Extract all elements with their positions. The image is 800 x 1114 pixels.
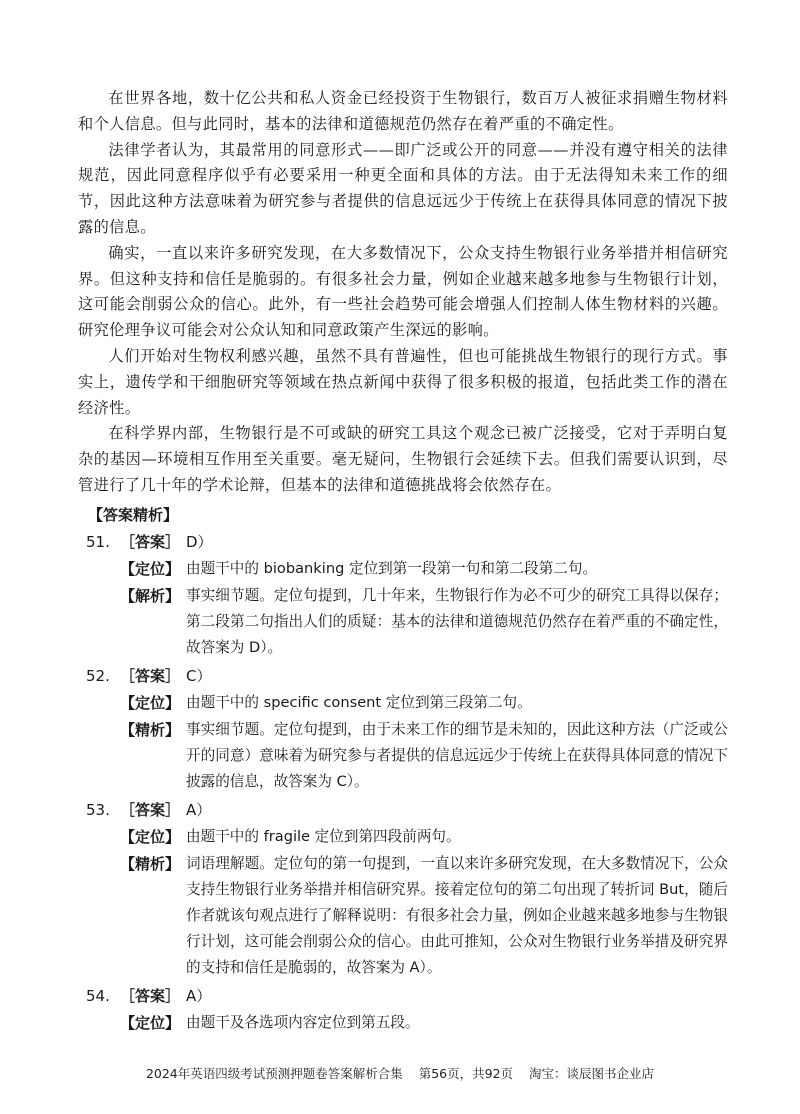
locate-tag: 【定位】 xyxy=(120,694,181,712)
answer-value: D） xyxy=(186,533,213,551)
paragraph: 法律学者认为，其最常用的同意形式——即广泛或公开的同意——并没有遵守相关的法律规范，因此同意程序似乎有必要采用一种更全面和具体的方法。由于无法得知未来工作的细节，因此这种方法意味着为研究参与者提供的信息远远少于传统上在获得具体同意的情况下披露的信息。 xyxy=(78,140,728,236)
locate-row xyxy=(120,690,728,716)
footer-shop: 淘宝：谈辰图书企业店 xyxy=(529,1066,655,1081)
footer-page-number: 第56页，共92页 xyxy=(418,1066,514,1081)
explain-row xyxy=(120,717,728,795)
answer-row xyxy=(86,984,728,1009)
answer-row xyxy=(86,530,728,555)
section-title: 【答案精析】 xyxy=(88,506,179,524)
footer-book-title: 2024年英语四级考试预测押题卷答案解析合集 xyxy=(145,1066,403,1081)
answer-tag: ［答案］ xyxy=(120,987,181,1005)
answer-tag: ［答案］ xyxy=(120,667,181,685)
answer-row xyxy=(86,664,728,689)
explain-text: 词语理解题。定位句的第一句提到，一直以来许多研究发现，在大多数情况下，公众支持生物银行业务举措并相信研究界。接着定位句的第二句出现了转折词 But，随后作者就该句观点进行了解释说明：有很多社会力量，例如企业越来越多地参与生物银行计划，这可能会削弱公众的信心。由此可推知，公众对生物银行业务举措及研究界的支持和信任是脆弱的，故答案为 A）。 xyxy=(186,855,728,976)
passage-translation xyxy=(78,86,728,499)
explain-row xyxy=(120,583,728,661)
question-number: 51. xyxy=(86,533,110,551)
locate-row xyxy=(120,1010,728,1036)
question-block xyxy=(78,984,728,1036)
explain-text: 事实细节题。定位句提到，由于未来工作的细节是未知的，因此这种方法（广泛或公开的同意）意味着为研究参与者提供的信息远远少于传统上在获得具体同意的情况下披露的信息，故答案为 C）。 xyxy=(186,721,728,790)
question-number: 53. xyxy=(86,801,110,819)
question-block xyxy=(78,530,728,661)
explain-tag: 【解析】 xyxy=(120,587,181,605)
question-block xyxy=(78,664,728,795)
explain-tag: 【精析】 xyxy=(120,721,181,739)
answer-tag: ［答案］ xyxy=(120,801,181,819)
paragraph: 确实，一直以来许多研究发现，在大多数情况下，公众支持生物银行业务举措并相信研究界。但这种支持和信任是脆弱的。有很多社会力量，例如企业越来越多地参与生物银行计划，这可能会削弱公众的信心。此外，有一些社会趋势可能会增强人们控制人体生物材料的兴趣。研究伦理争议可能会对公众认知和同意政策产生深远的影响。 xyxy=(78,243,728,340)
question-number: 54. xyxy=(86,987,110,1005)
answer-row xyxy=(86,798,728,823)
answer-value: A） xyxy=(186,801,212,819)
answer-value: C） xyxy=(186,667,212,685)
paragraph: 在科学界内部，生物银行是不可或缺的研究工具这个观念已被广泛接受，它对于弄明白复杂的基因—环境相互作用至关重要。毫无疑问，生物银行会延续下去。但我们需要认识到，尽管进行了几十年的学术论辩，但基本的法律和道德挑战将会依然存在。 xyxy=(78,424,728,494)
locate-row xyxy=(120,556,728,582)
question-block xyxy=(78,798,728,981)
locate-row xyxy=(120,824,728,850)
explain-tag: 【精析】 xyxy=(120,855,181,873)
locate-text: 由题干中的 fragile 定位到第四段前两句。 xyxy=(186,828,461,845)
paragraph: 人们开始对生物权利感兴趣，虽然不具有普遍性，但也可能挑战生物银行的现行方式。事实上，遗传学和干细胞研究等领域在热点新闻中获得了很多积极的报道，包括此类工作的潜在经济性。 xyxy=(78,346,728,417)
answer-analysis xyxy=(78,503,728,1039)
locate-text: 由题干及各选项内容定位到第五段。 xyxy=(186,1014,420,1031)
locate-text: 由题干中的 biobanking 定位到第一段第一句和第二段第二句。 xyxy=(186,560,598,577)
page-footer xyxy=(0,1064,800,1082)
question-number: 52. xyxy=(86,667,110,685)
answer-tag: ［答案］ xyxy=(120,533,181,551)
locate-tag: 【定位】 xyxy=(120,1014,181,1032)
explain-row xyxy=(120,851,728,981)
locate-tag: 【定位】 xyxy=(120,560,181,578)
locate-text: 由题干中的 specific consent 定位到第三段第二句。 xyxy=(186,694,532,711)
explain-text: 事实细节题。定位句提到，几十年来，生物银行作为必不可少的研究工具得以保存；第二段第二句指出人们的质疑：基本的法律和道德规范仍然存在着严重的不确定性，故答案为 D）。 xyxy=(186,587,728,656)
locate-tag: 【定位】 xyxy=(120,828,181,846)
answer-value: A） xyxy=(186,987,212,1005)
paragraph: 在世界各地，数十亿公共和私人资金已经投资于生物银行，数百万人被征求捐赠生物材料和个人信息。但与此同时，基本的法律和道德规范仍然存在着严重的不确定性。 xyxy=(78,89,728,133)
